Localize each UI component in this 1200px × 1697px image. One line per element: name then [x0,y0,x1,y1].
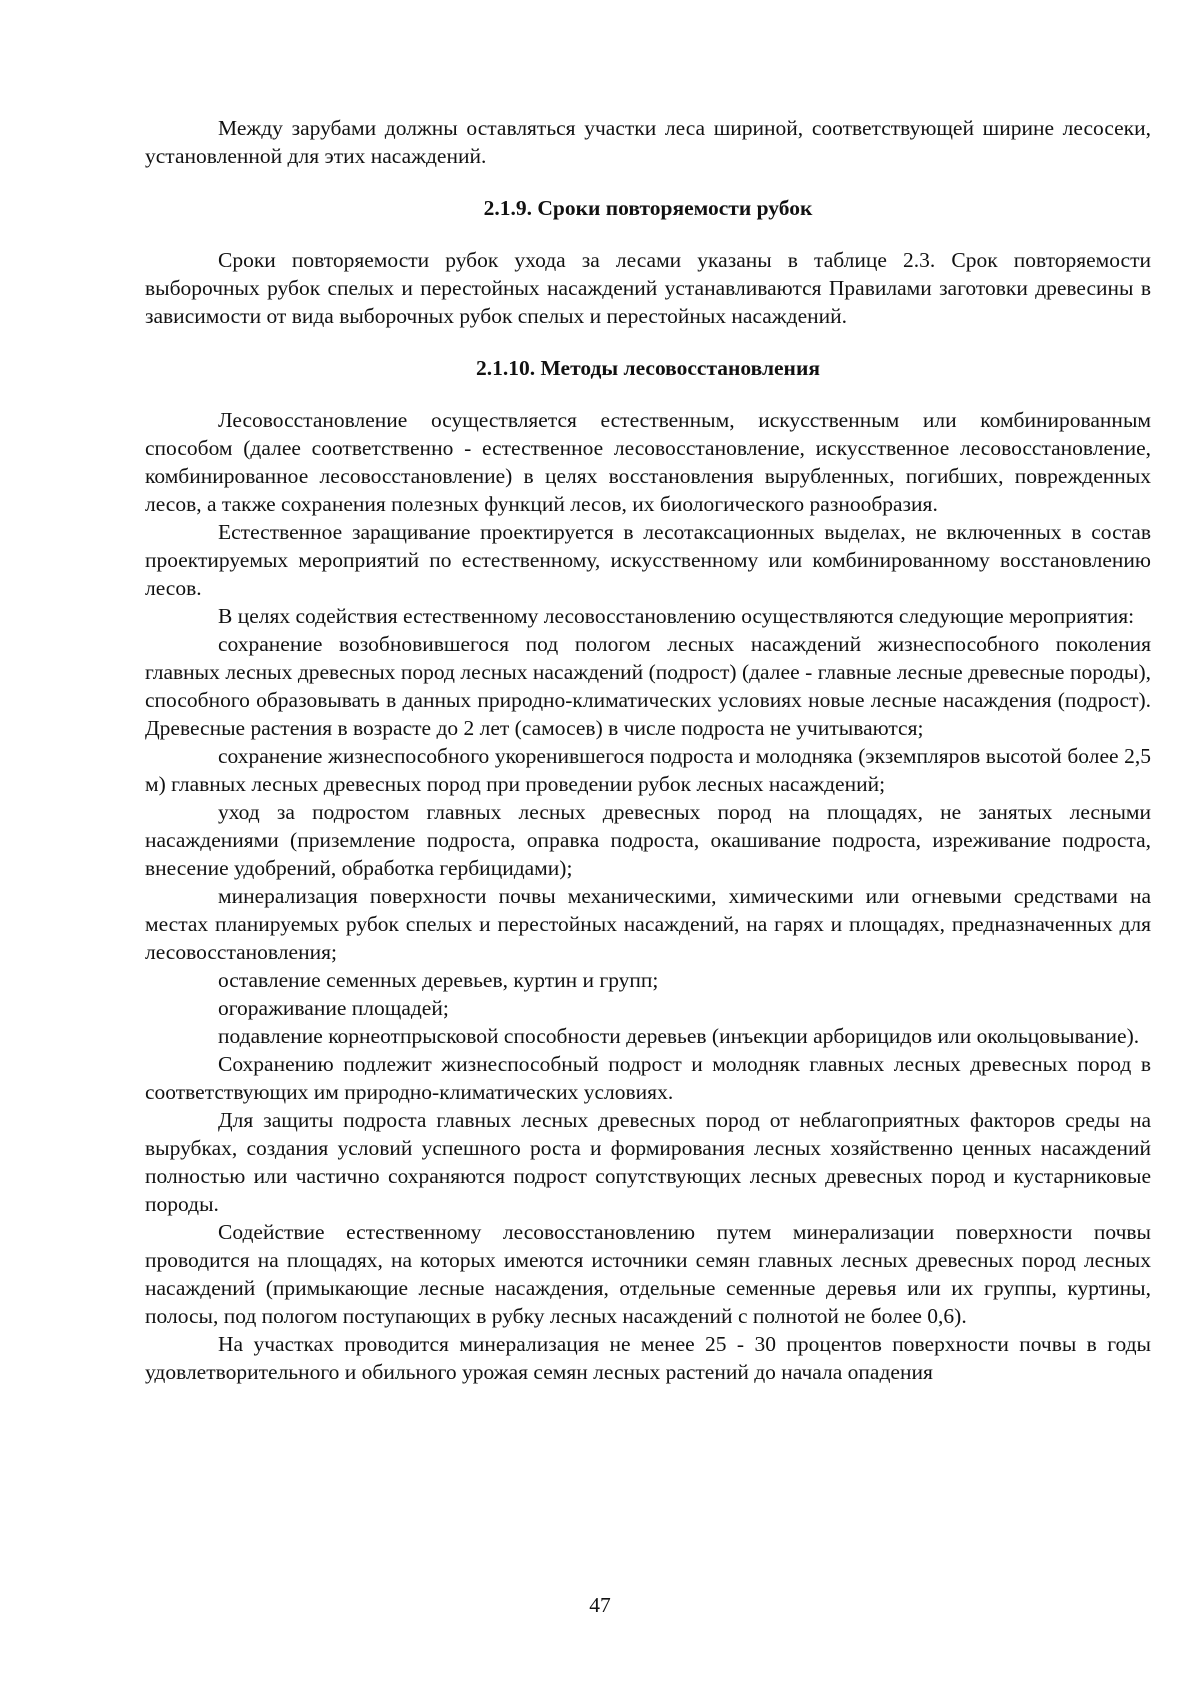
list-item: уход за подростом главных лесных древесных пород на площадях, не занятых лесными насаждениями (приземление подроста, оправка подроста, окашивание подроста, изреживание подроста, внесение удобрений, обработка гербицидами); [145,800,1151,880]
list-item: огораживание площадей; [218,996,449,1020]
paragraph: На участках проводится минерализация не менее 25 - 30 процентов поверхности почвы в годы удовлетворительного и обильного урожая семян лесных растений до начала опадения [145,1332,1151,1384]
list-item: сохранение жизнеспособного укоренившегося подроста и молодняка (экземпляров высотой более 2,5 м) главных лесных древесных пород при проведении рубок лесных насаждений; [145,744,1151,796]
section-heading-2-1-10: 2.1.10. Методы лесовосстановления [476,356,820,380]
list-item: подавление корнеотпрысковой способности деревьев (инъекции арборицидов или окольцовывание). [218,1024,1140,1048]
section-heading-2-1-9: 2.1.9. Сроки повторяемости рубок [483,196,813,220]
paragraph: Лесовосстановление осуществляется естественным, искусственным или комбинированным способом (далее соответственно - естественное лесовосстановление, искусственное лесовосстановление, комбинированное лесовосстановление) в целях восстановления вырубленных, погибших, поврежденных лесов, а также сохранения полезных функций лесов, их биологического разнообразия. [145,408,1151,516]
paragraph-intro: Между зарубами должны оставляться участки леса шириной, соответствующей ширине лесосеки, установленной для этих насаждений. [145,116,1151,168]
paragraph: Содействие естественному лесовосстановлению путем минерализации поверхности почвы проводится на площадях, на которых имеются источники семян главных лесных древесных пород лесных насаждений (примыкающие лесные насаждения, отдельные семенные деревья или их группы, куртины, полосы, под пологом поступающих в рубку лесных насаждений с полнотой не более 0,6). [145,1220,1151,1328]
list-item: оставление семенных деревьев, куртин и групп; [218,968,659,992]
list-item: минерализация поверхности почвы механическими, химическими или огневыми средствами на местах планируемых рубок спелых и перестойных насаждений, на гарях и площадях, предназначенных для лесовосстановления; [145,884,1151,964]
paragraph: Естественное заращивание проектируется в лесотаксационных выделах, не включенных в состав проектируемых мероприятий по естественному, искусственному или комбинированному восстановлению лесов. [145,520,1151,600]
page-number: 47 [589,1593,611,1617]
list-item: сохранение возобновившегося под пологом лесных насаждений жизнеспособного поколения главных лесных древесных пород лесных насаждений (подрост) (далее - главные лесные древесные породы), способного образовывать в данных природно-климатических условиях новые лесные насаждения (подрост). Древесные растения в возрасте до 2 лет (самосев) в числе подроста не учитываются; [145,632,1151,740]
paragraph-repeat-periods: Сроки повторяемости рубок ухода за лесами указаны в таблице 2.3. Срок повторяемости выборочных рубок спелых и перестойных насаждений устанавливаются Правилами заготовки древесины в зависимости от вида выборочных рубок спелых и перестойных насаждений. [145,248,1151,328]
paragraph: Для защиты подроста главных лесных древесных пород от неблагоприятных факторов среды на вырубках, создания условий успешного роста и формирования лесных хозяйственно ценных насаждений полностью или частично сохраняются подрост сопутствующих лесных древесных пород и кустарниковые породы. [145,1108,1151,1216]
paragraph: Сохранению подлежит жизнеспособный подрост и молодняк главных лесных древесных пород в соответствующих им природно-климатических условиях. [145,1052,1151,1104]
page-content [145,114,1151,1386]
paragraph: В целях содействия естественному лесовосстановлению осуществляются следующие мероприятия: [218,604,1135,628]
